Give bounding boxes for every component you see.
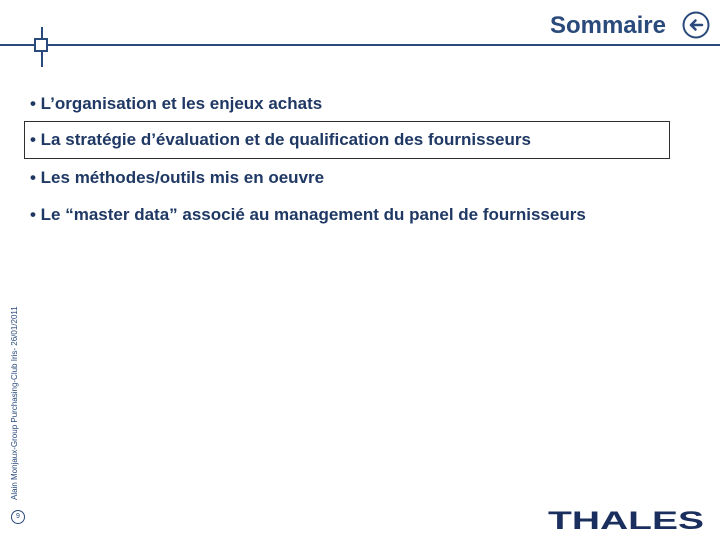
agenda-item-highlighted: • La stratégie d’évaluation et de qualification des fournisseurs	[24, 121, 670, 159]
page-number: 9	[11, 510, 25, 524]
crosshair-box-decoration	[34, 38, 48, 52]
agenda-item: • L’organisation et les enjeux achats	[30, 94, 323, 113]
footer-side-text: Alain Monjaux-Group Purchasing-Club Iris- 26/01/2011	[10, 306, 19, 500]
agenda-item: • Les méthodes/outils mis en oeuvre	[30, 168, 325, 187]
header-divider	[0, 44, 720, 46]
thales-logo	[548, 508, 706, 532]
arrow-left-circle-icon	[682, 11, 710, 39]
page-title: Sommaire	[549, 12, 666, 39]
agenda-item: • Le “master data” associé au management du panel de fournisseurs	[30, 205, 586, 224]
back-button[interactable]	[682, 11, 710, 39]
logo-text: THALES	[548, 508, 704, 532]
